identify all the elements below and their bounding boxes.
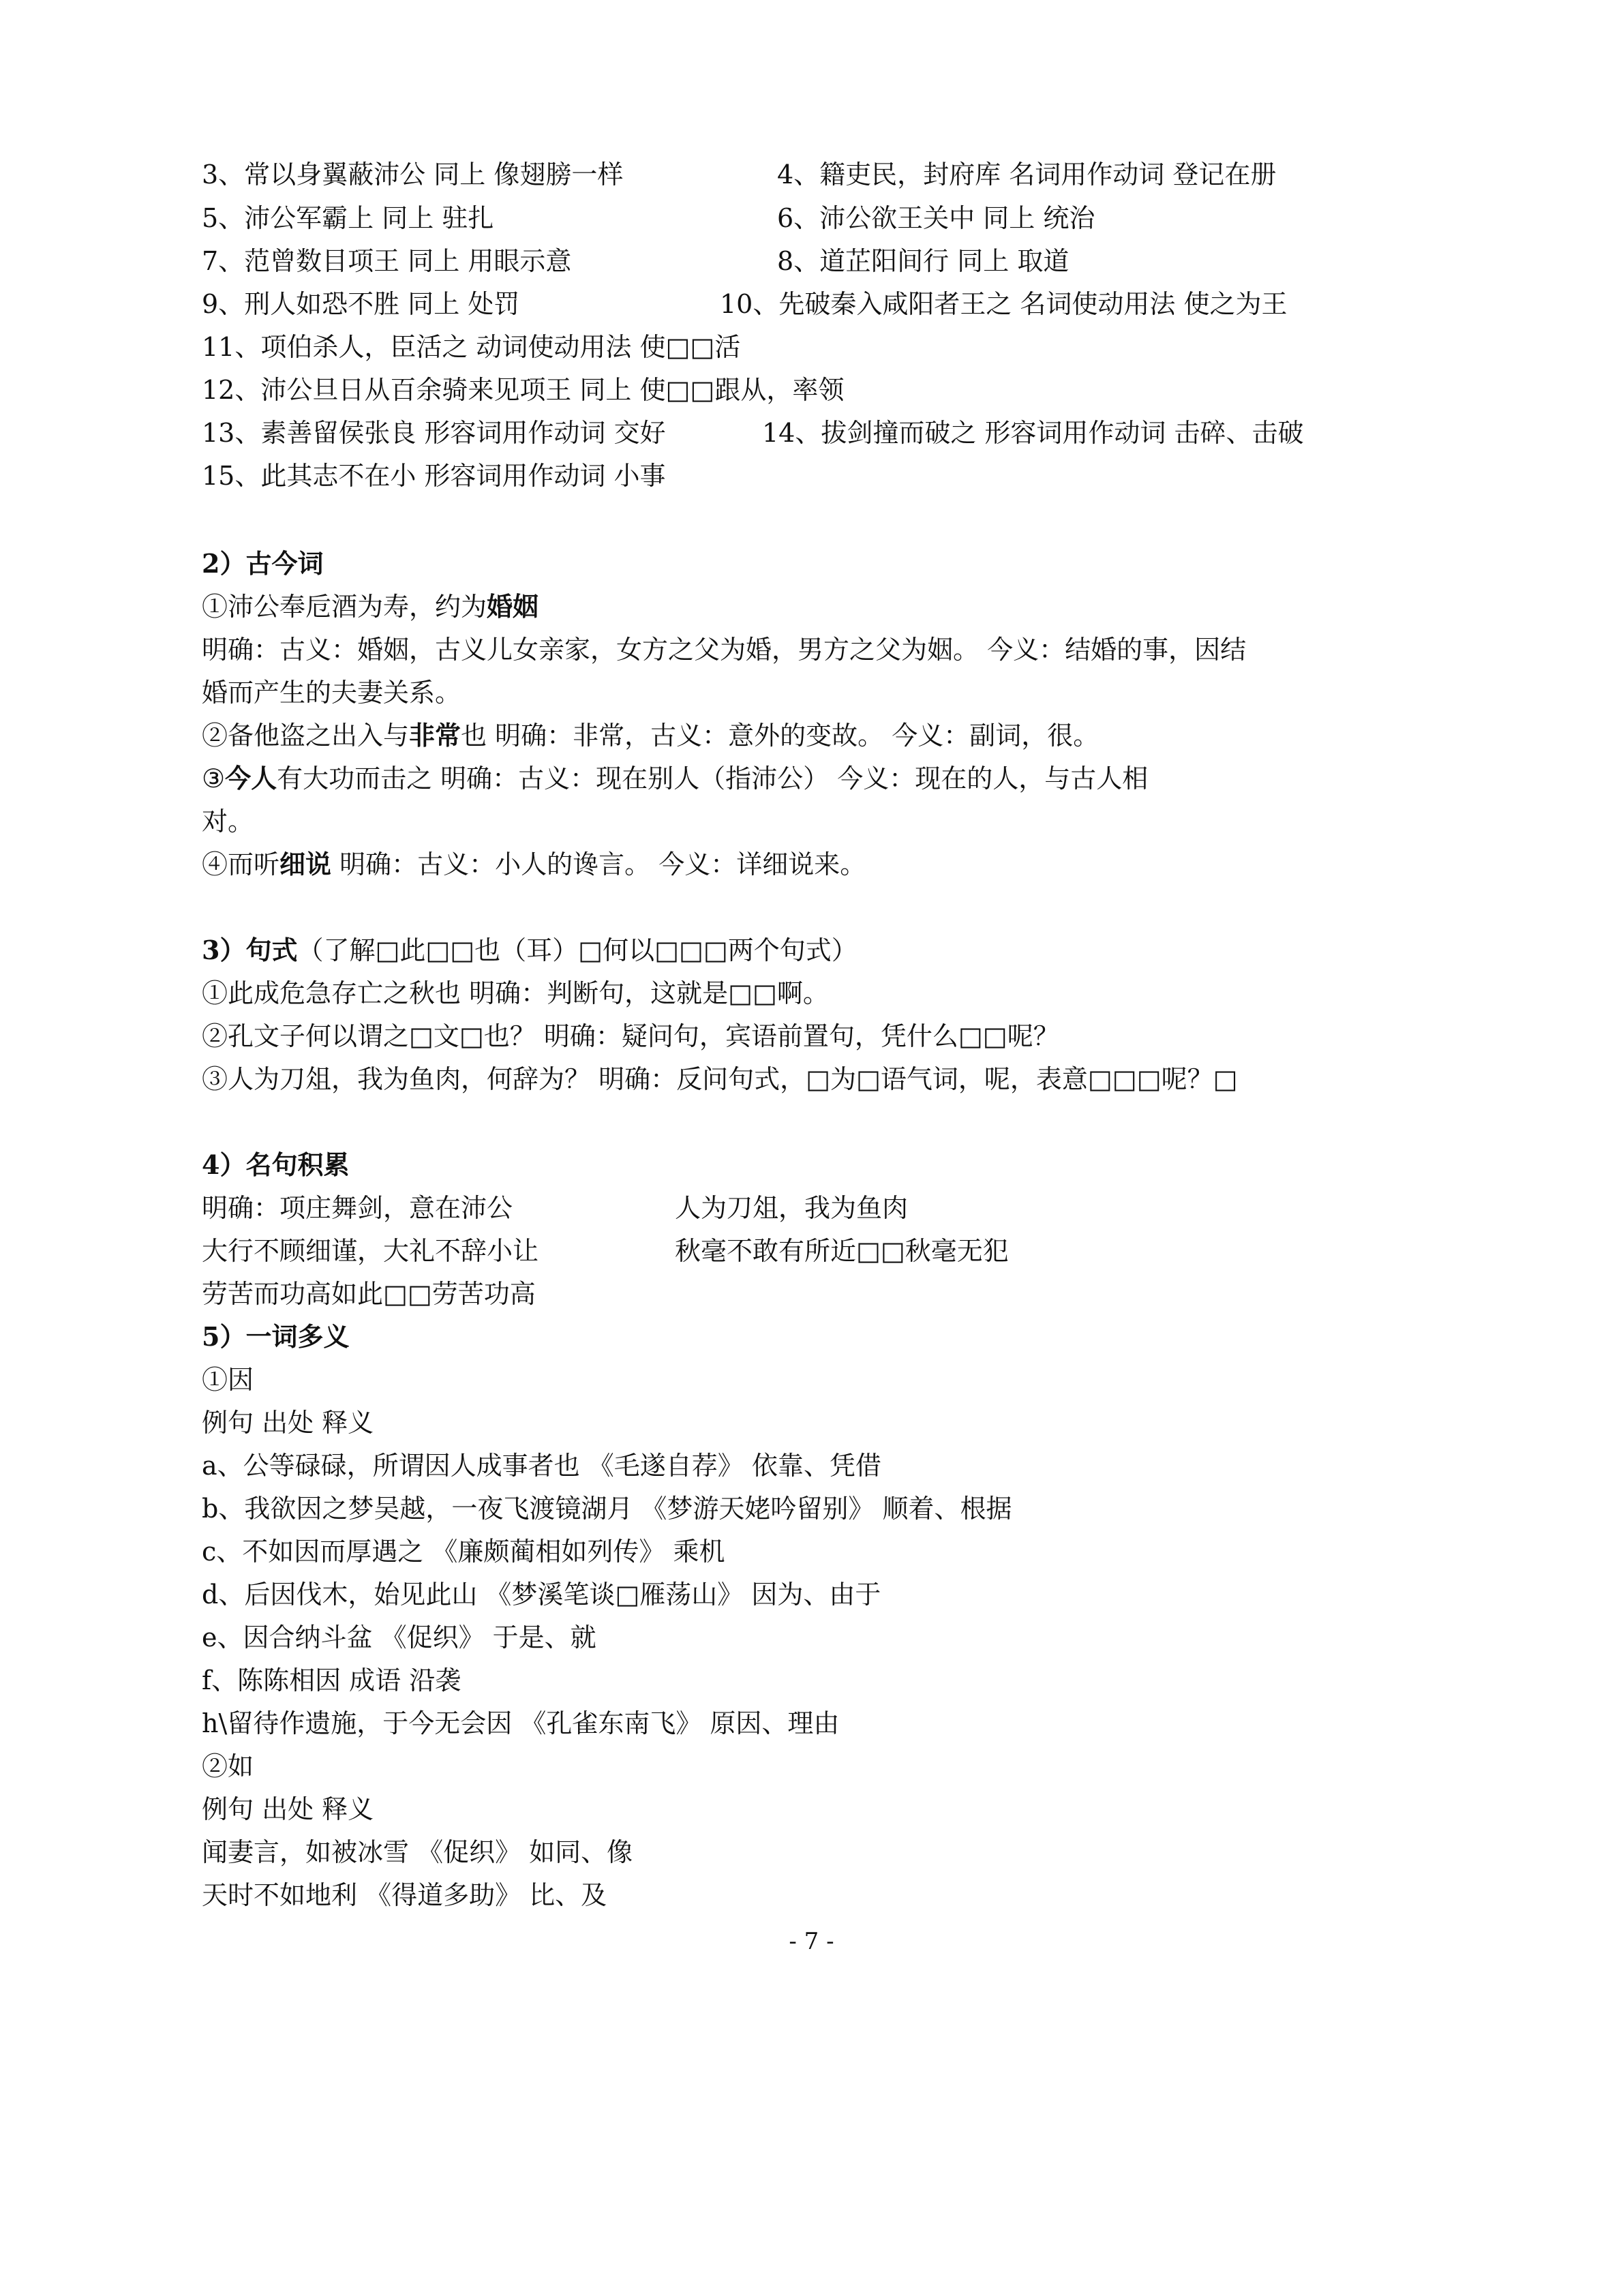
usage-item-7: 7、范曾数目项王 同上 用眼示意 bbox=[202, 246, 572, 276]
polysemy-example: b、我欲因之梦吴越，一夜飞渡镜湖月 《梦游天姥吟留别》 顺着、根据 bbox=[202, 1494, 1012, 1524]
ancient-modern-item-2 bbox=[202, 719, 1099, 752]
ancient-modern-item-3 bbox=[202, 762, 1148, 795]
polysemy-example: a、公等碌碌，所谓因人成事者也 《毛遂自荐》 依靠、凭借 bbox=[202, 1451, 881, 1481]
item-text: ④而听 bbox=[202, 849, 280, 879]
sentence-pattern-item-3: ③人为刀俎，我为鱼肉，何辞为？ 明确：反问句式，□为□语气词，呢，表意□□□呢？□ bbox=[202, 1064, 1238, 1094]
ancient-modern-item-4 bbox=[202, 848, 866, 881]
item-text: ①沛公奉卮酒为寿，约为 bbox=[202, 592, 487, 622]
key-word: 细说 bbox=[279, 849, 332, 879]
heading-text: 3）句式 bbox=[202, 935, 298, 965]
item-text: ③ bbox=[202, 764, 226, 794]
polysemy-columns-2: 例句 出处 释义 bbox=[202, 1794, 374, 1824]
key-word: 今人 bbox=[225, 763, 277, 794]
usage-item-12: 12、沛公旦日从百余骑来见项王 同上 使□□跟从，率领 bbox=[202, 375, 845, 405]
usage-item-9: 9、刑人如恐不胜 同上 处罚 bbox=[202, 289, 520, 319]
ancient-modern-item-3-cont: 对。 bbox=[202, 806, 254, 836]
polysemy-example: f、陈陈相因 成语 沿袭 bbox=[202, 1665, 461, 1695]
section-heading-polysemy: 5）一词多义 bbox=[202, 1321, 350, 1352]
polysemy-example: d、后因伐木，始见此山 《梦溪笔谈□雁荡山》 因为、由于 bbox=[202, 1580, 881, 1610]
usage-item-8: 8、道芷阳间行 同上 取道 bbox=[777, 246, 1070, 276]
key-word: 婚姻 bbox=[487, 591, 539, 622]
polysemy-columns-1: 例句 出处 释义 bbox=[202, 1408, 374, 1438]
usage-item-6: 6、沛公欲王关中 同上 统治 bbox=[777, 203, 1095, 233]
usage-item-15: 15、此其志不在小 形容词用作动词 小事 bbox=[202, 461, 666, 491]
item-text: 有大功而击之 明确：古义：现在别人（指沛公） 今义：现在的人，与古人相 bbox=[277, 764, 1149, 794]
section-heading-ancient-modern-words: 2）古今词 bbox=[202, 548, 324, 579]
polysemy-word-1: ①因 bbox=[202, 1365, 254, 1395]
key-word: 非常 bbox=[409, 720, 461, 751]
quote-right-1: 人为刀俎，我为鱼肉 bbox=[675, 1193, 909, 1223]
heading-note: （了解□此□□也（耳）□何以□□□两个句式） bbox=[297, 935, 858, 965]
quote-left-2: 大行不顾细谨，大礼不辞小让 bbox=[202, 1236, 539, 1266]
ancient-modern-explanation-1-cont: 婚而产生的夫妻关系。 bbox=[202, 678, 461, 708]
polysemy-example: e、因合纳斗盆 《促织》 于是、就 bbox=[202, 1622, 596, 1652]
usage-item-11: 11、项伯杀人，臣活之 动词使动用法 使□□活 bbox=[202, 332, 741, 362]
usage-item-14: 14、拔剑撞而破之 形容词用作动词 击碎、击破 bbox=[762, 418, 1304, 448]
polysemy-example: 闻妻言，如被冰雪 《促织》 如同、像 bbox=[202, 1837, 633, 1867]
polysemy-example: h\留待作遗施，于今无会因 《孔雀东南飞》 原因、理由 bbox=[202, 1708, 840, 1738]
usage-item-13: 13、素善留侯张良 形容词用作动词 交好 bbox=[202, 418, 666, 448]
usage-item-10: 10、先破秦入咸阳者王之 名词使动用法 使之为王 bbox=[720, 289, 1288, 319]
quote-left-1: 明确：项庄舞剑，意在沛公 bbox=[202, 1193, 513, 1223]
item-text: 明确：古义：小人的谗言。 今义：详细说来。 bbox=[331, 849, 866, 879]
sentence-pattern-item-1: ①此成危急存亡之秋也 明确：判断句，这就是□□啊。 bbox=[202, 978, 829, 1008]
item-text: ②备他盗之出入与 bbox=[202, 721, 410, 751]
quote-right-2: 秋毫不敢有所近□□秋毫无犯 bbox=[675, 1236, 1009, 1266]
section-heading-famous-quotes: 4）名句积累 bbox=[202, 1149, 350, 1180]
quote-last: 劳苦而功高如此□□劳苦功高 bbox=[202, 1279, 536, 1309]
polysemy-example: c、不如因而厚遇之 《廉颇蔺相如列传》 乘机 bbox=[202, 1537, 725, 1567]
polysemy-word-2: ②如 bbox=[202, 1751, 254, 1781]
ancient-modern-item-1 bbox=[202, 590, 539, 623]
page-number: - 7 - bbox=[789, 1928, 834, 1955]
usage-item-4: 4、籍吏民，封府库 名词用作动词 登记在册 bbox=[777, 160, 1277, 190]
ancient-modern-explanation-1: 明确：古义：婚姻，古义儿女亲家，女方之父为婚，男方之父为姻。 今义：结婚的事，因结 bbox=[202, 635, 1247, 665]
usage-item-5: 5、沛公军霸上 同上 驻扎 bbox=[202, 203, 494, 233]
polysemy-example: 天时不如地利 《得道多助》 比、及 bbox=[202, 1880, 607, 1910]
usage-item-3: 3、常以身翼蔽沛公 同上 像翅膀一样 bbox=[202, 160, 624, 190]
sentence-pattern-item-2: ②孔文子何以谓之□文□也？ 明确：疑问句，宾语前置句，凭什么□□呢？ bbox=[202, 1021, 1059, 1051]
section-heading-sentence-patterns bbox=[202, 934, 858, 967]
item-text: 也 明确：非常，古义：意外的变故。 今义：副词，很。 bbox=[461, 721, 1099, 751]
